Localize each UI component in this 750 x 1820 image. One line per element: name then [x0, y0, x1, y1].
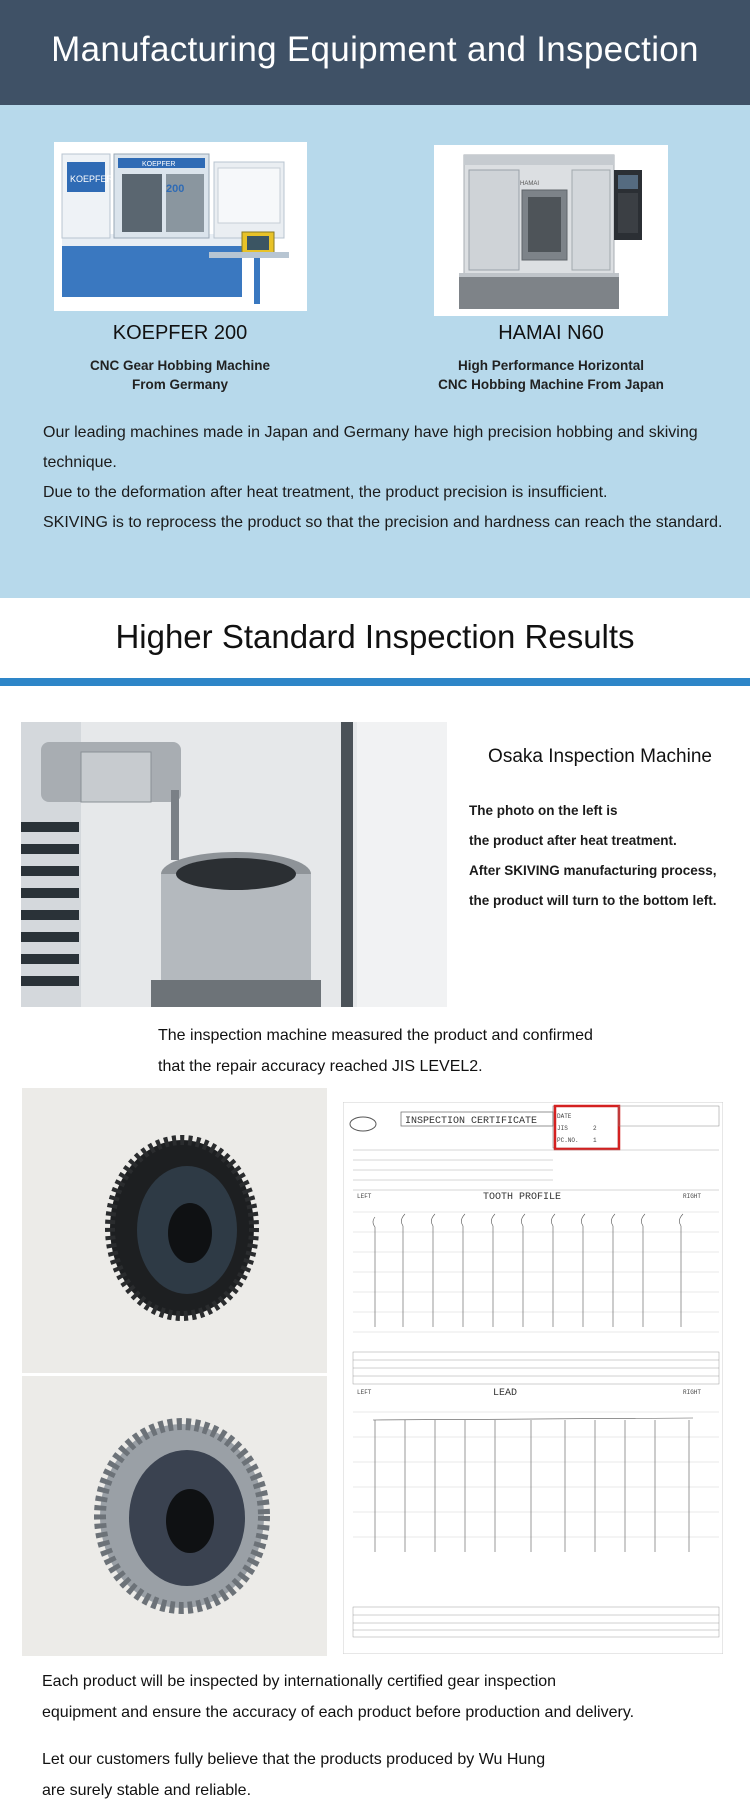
gear-photo-before	[22, 1088, 327, 1373]
gear-icon	[22, 1376, 327, 1656]
lead-label: LEAD	[493, 1388, 518, 1399]
svg-text:RIGHT: RIGHT	[683, 1193, 702, 1200]
gear-photo-after	[22, 1376, 327, 1656]
certificate-chart	[343, 1102, 723, 1654]
hamai-machine-image	[434, 145, 668, 316]
inspection-machine-title: Osaka Inspection Machine	[488, 746, 712, 767]
svg-text:JIS: JIS	[557, 1125, 568, 1132]
section-divider	[0, 678, 750, 686]
machine-description: High Performance Horizontal CNC Hobbing Machine From Japan	[438, 358, 664, 392]
svg-text:RIGHT: RIGHT	[683, 1389, 702, 1396]
svg-text:2: 2	[593, 1125, 597, 1132]
svg-text:DATE: DATE	[557, 1113, 572, 1120]
page-title: Manufacturing Equipment and Inspection	[51, 30, 699, 69]
inspection-machine-photo	[21, 722, 447, 1007]
machine-name: HAMAI N60	[498, 322, 604, 344]
certificate-title: INSPECTION CERTIFICATE	[405, 1116, 538, 1127]
inspection-certificate	[343, 1102, 723, 1654]
machine-logo-text: KOEPFER	[70, 174, 114, 184]
svg-text:HAMAI: HAMAI	[520, 181, 540, 187]
svg-text:200: 200	[166, 183, 185, 195]
intro-paragraph: Our leading machines made in Japan and Germany have high precision hobbing and skiving technique. Due to the deformation after heat treatment, the product precision is insufficient. SKIVING is to reprocess the product so that the precision and hardness can reach the standard.	[43, 424, 723, 531]
svg-text:KOEPFER: KOEPFER	[142, 161, 176, 168]
svg-text:PC.NO.: PC.NO.	[557, 1137, 579, 1144]
section-title: Higher Standard Inspection Results	[115, 618, 635, 655]
svg-text:1: 1	[593, 1137, 597, 1144]
gear-icon	[22, 1088, 327, 1373]
tooth-profile-label: TOOTH PROFILE	[483, 1192, 562, 1203]
koepfer-machine-image	[54, 142, 307, 311]
horizontal-hobbing-machine-icon	[434, 145, 668, 316]
machine-name: KOEPFER 200	[112, 322, 248, 344]
hobbing-machine-icon	[54, 142, 307, 311]
closing-paragraph: Let our customers fully believe that the products produced by Wu Hung are surely stable and reliable.	[42, 1751, 546, 1799]
closing-paragraph: Each product will be inspected by internationally certified gear inspection equipment and ensure the accuracy of each product before production and delivery.	[42, 1673, 635, 1721]
svg-text:LEFT: LEFT	[357, 1389, 372, 1396]
inspection-probe-icon	[21, 722, 447, 1007]
measurement-statement: The inspection machine measured the product and confirmed that the repair accuracy reached JIS LEVEL2.	[158, 1027, 593, 1075]
svg-text:LEFT: LEFT	[357, 1193, 372, 1200]
machine-description: CNC Gear Hobbing Machine From Germany	[89, 358, 270, 392]
inspection-description: The photo on the left is the product after heat treatment. After SKIVING manufacturing process, the product will turn to the bottom left.	[469, 803, 717, 908]
